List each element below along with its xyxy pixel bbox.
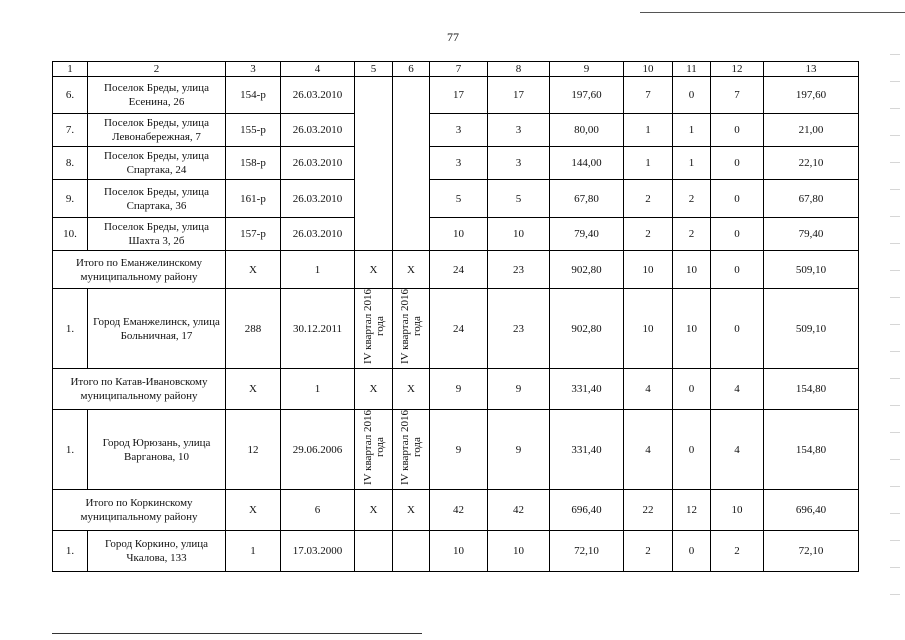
table-row	[53, 114, 859, 147]
address-cell: Поселок Бреды, улица Спартака, 24	[88, 147, 226, 180]
value-cell: 10	[488, 531, 550, 572]
quarter-cell	[355, 410, 393, 490]
address-cell: Город Юрюзань, улица Варганова, 10	[88, 410, 226, 490]
value-cell: 2	[711, 531, 764, 572]
address-cell: Поселок Бреды, улица Спартака, 36	[88, 180, 226, 218]
value-cell: 79,40	[764, 218, 859, 251]
value-cell: 10	[430, 218, 488, 251]
address-cell: Город Коркино, улица Чкалова, 133	[88, 531, 226, 572]
value-cell: 154,80	[764, 410, 859, 490]
quarter-cell	[393, 289, 430, 369]
doc-number-cell: 161-р	[226, 180, 281, 218]
value-cell: 10	[624, 251, 673, 289]
value-cell: 10	[624, 289, 673, 369]
scan-edge-noise	[890, 40, 900, 600]
value-cell: 10	[488, 218, 550, 251]
value-cell: 24	[430, 251, 488, 289]
value-cell: 80,00	[550, 114, 624, 147]
header-cell: 12	[711, 62, 764, 77]
date-cell: 26.03.2010	[281, 147, 355, 180]
value-cell: 696,40	[764, 490, 859, 531]
doc-number-cell: 158-р	[226, 147, 281, 180]
value-cell: X	[393, 369, 430, 410]
date-cell: 17.03.2000	[281, 531, 355, 572]
value-cell: 7	[624, 77, 673, 114]
doc-number-cell: 288	[226, 289, 281, 369]
value-cell: 22	[624, 490, 673, 531]
value-cell: 10	[430, 531, 488, 572]
register-table	[52, 61, 859, 572]
value-cell: 1	[673, 147, 711, 180]
table-row	[53, 77, 859, 114]
value-cell: 10	[711, 490, 764, 531]
value-cell: 3	[430, 114, 488, 147]
value-cell: 24	[430, 289, 488, 369]
table-row	[53, 410, 859, 490]
value-cell: X	[393, 251, 430, 289]
header-cell: 6	[393, 62, 430, 77]
empty-cell	[393, 531, 430, 572]
value-cell: 9	[488, 410, 550, 490]
value-cell: 0	[673, 531, 711, 572]
value-cell: 331,40	[550, 369, 624, 410]
value-cell: 0	[673, 77, 711, 114]
header-cell: 13	[764, 62, 859, 77]
row-number: 10.	[53, 218, 88, 251]
vertical-quarter-text: IV квартал 2016 года	[399, 289, 423, 364]
value-cell: X	[226, 490, 281, 531]
district-total-row	[53, 251, 859, 289]
value-cell: 0	[711, 147, 764, 180]
date-cell: 26.03.2010	[281, 180, 355, 218]
date-cell: 29.06.2006	[281, 410, 355, 490]
value-cell: 17	[488, 77, 550, 114]
value-cell: 0	[673, 410, 711, 490]
value-cell: 197,60	[550, 77, 624, 114]
value-cell: 3	[488, 147, 550, 180]
merged-empty-cell	[393, 77, 430, 251]
value-cell: 154,80	[764, 369, 859, 410]
value-cell: 5	[430, 180, 488, 218]
header-row	[53, 62, 859, 77]
table-row	[53, 180, 859, 218]
row-number: 1.	[53, 531, 88, 572]
header-cell: 3	[226, 62, 281, 77]
row-number: 1.	[53, 289, 88, 369]
header-cell: 10	[624, 62, 673, 77]
value-cell: 0	[711, 114, 764, 147]
header-cell: 5	[355, 62, 393, 77]
value-cell: 10	[673, 289, 711, 369]
value-cell: 1	[281, 251, 355, 289]
table-row	[53, 289, 859, 369]
date-cell: 26.03.2010	[281, 77, 355, 114]
value-cell: 23	[488, 289, 550, 369]
vertical-quarter-text: IV квартал 2016 года	[361, 289, 386, 364]
value-cell: 17	[430, 77, 488, 114]
value-cell: 1	[281, 369, 355, 410]
doc-number-cell: 12	[226, 410, 281, 490]
header-cell: 8	[488, 62, 550, 77]
value-cell: 0	[673, 369, 711, 410]
header-cell: 7	[430, 62, 488, 77]
value-cell: 42	[430, 490, 488, 531]
value-cell: 9	[430, 410, 488, 490]
value-cell: 197,60	[764, 77, 859, 114]
doc-number-cell: 157-р	[226, 218, 281, 251]
value-cell: 2	[624, 180, 673, 218]
district-total-row	[53, 490, 859, 531]
value-cell: 4	[624, 369, 673, 410]
value-cell: 4	[711, 410, 764, 490]
date-cell: 30.12.2011	[281, 289, 355, 369]
district-total-label: Итого по Коркинскому муниципальному району	[53, 490, 226, 531]
value-cell: X	[355, 490, 393, 531]
row-number: 8.	[53, 147, 88, 180]
header-cell: 1	[53, 62, 88, 77]
value-cell: 9	[430, 369, 488, 410]
top-rule	[640, 12, 905, 13]
header-cell: 4	[281, 62, 355, 77]
district-total-row	[53, 369, 859, 410]
header-cell: 2	[88, 62, 226, 77]
row-number: 7.	[53, 114, 88, 147]
value-cell: 4	[711, 369, 764, 410]
value-cell: 3	[430, 147, 488, 180]
district-total-label: Итого по Катав-Ивановскому муниципальному району	[53, 369, 226, 410]
value-cell: 4	[624, 410, 673, 490]
value-cell: 0	[711, 251, 764, 289]
vertical-quarter-text: IV квартал 2016 года	[399, 410, 423, 485]
vertical-quarter-text: IV квартал 2016 года	[361, 410, 386, 485]
value-cell: 23	[488, 251, 550, 289]
value-cell: X	[226, 251, 281, 289]
district-total-label: Итого по Еманжелинскому муниципальному району	[53, 251, 226, 289]
row-number: 9.	[53, 180, 88, 218]
value-cell: 12	[673, 490, 711, 531]
value-cell: 696,40	[550, 490, 624, 531]
table-row	[53, 531, 859, 572]
value-cell: 9	[488, 369, 550, 410]
empty-cell	[355, 531, 393, 572]
value-cell: 902,80	[550, 251, 624, 289]
row-number: 6.	[53, 77, 88, 114]
value-cell: X	[226, 369, 281, 410]
quarter-cell	[355, 289, 393, 369]
value-cell: X	[393, 490, 430, 531]
header-cell: 9	[550, 62, 624, 77]
value-cell: 0	[711, 218, 764, 251]
value-cell: 79,40	[550, 218, 624, 251]
value-cell: 331,40	[550, 410, 624, 490]
value-cell: 22,10	[764, 147, 859, 180]
value-cell: 509,10	[764, 289, 859, 369]
value-cell: X	[355, 369, 393, 410]
value-cell: 2	[673, 180, 711, 218]
value-cell: 67,80	[550, 180, 624, 218]
doc-number-cell: 155-р	[226, 114, 281, 147]
value-cell: 0	[711, 180, 764, 218]
date-cell: 26.03.2010	[281, 218, 355, 251]
value-cell: 72,10	[550, 531, 624, 572]
header-cell: 11	[673, 62, 711, 77]
value-cell: 1	[624, 114, 673, 147]
address-cell: Город Еманжелинск, улица Больничная, 17	[88, 289, 226, 369]
value-cell: 509,10	[764, 251, 859, 289]
date-cell: 26.03.2010	[281, 114, 355, 147]
address-cell: Поселок Бреды, улица Левонабережная, 7	[88, 114, 226, 147]
merged-empty-cell	[355, 77, 393, 251]
value-cell: 902,80	[550, 289, 624, 369]
doc-number-cell: 1	[226, 531, 281, 572]
value-cell: 72,10	[764, 531, 859, 572]
value-cell: 6	[281, 490, 355, 531]
value-cell: 2	[624, 531, 673, 572]
value-cell: 2	[673, 218, 711, 251]
table-row	[53, 147, 859, 180]
value-cell: 1	[624, 147, 673, 180]
value-cell: 42	[488, 490, 550, 531]
value-cell: 1	[673, 114, 711, 147]
doc-number-cell: 154-р	[226, 77, 281, 114]
value-cell: 2	[624, 218, 673, 251]
value-cell: X	[355, 251, 393, 289]
value-cell: 7	[711, 77, 764, 114]
value-cell: 5	[488, 180, 550, 218]
page-number: 77	[447, 30, 459, 44]
table-row	[53, 218, 859, 251]
value-cell: 10	[673, 251, 711, 289]
row-number: 1.	[53, 410, 88, 490]
quarter-cell	[393, 410, 430, 490]
bottom-rule	[52, 633, 422, 634]
address-cell: Поселок Бреды, улица Есенина, 26	[88, 77, 226, 114]
value-cell: 21,00	[764, 114, 859, 147]
value-cell: 0	[711, 289, 764, 369]
value-cell: 144,00	[550, 147, 624, 180]
address-cell: Поселок Бреды, улица Шахта 3, 2б	[88, 218, 226, 251]
value-cell: 67,80	[764, 180, 859, 218]
value-cell: 3	[488, 114, 550, 147]
